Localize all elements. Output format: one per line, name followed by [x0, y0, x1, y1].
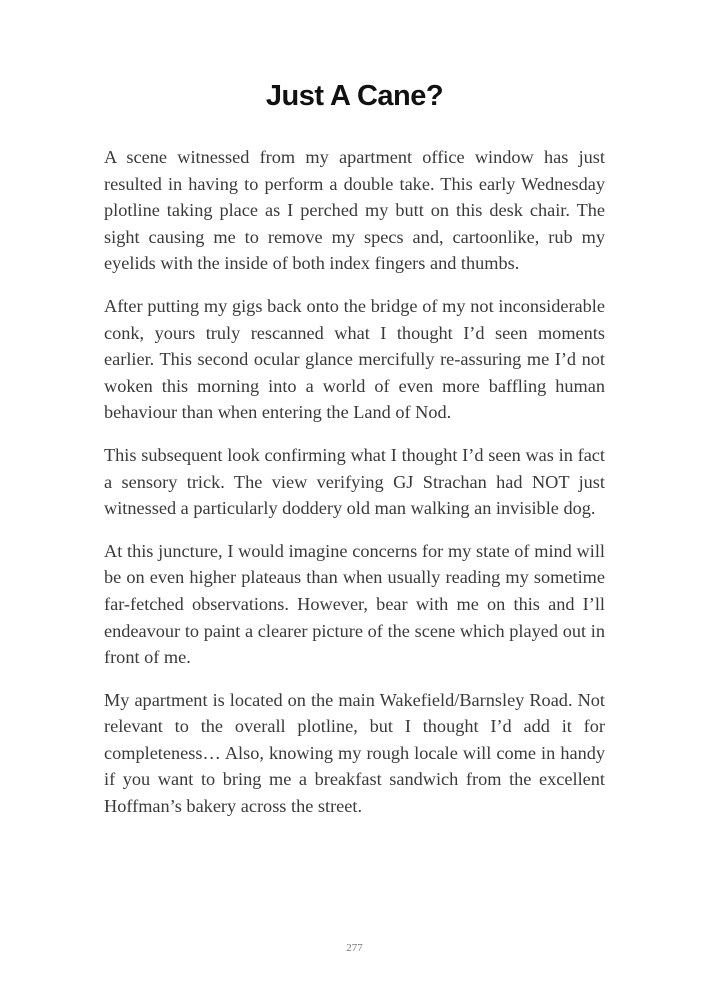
paragraph: At this juncture, I would imagine concerns for my state of mind will be on even higher plateaus than when usually reading my sometime far-fetched observations. However, bear with me on this and I’ll endeavour to paint a clearer picture of the scene which played out in front of me.: [104, 540, 605, 668]
paragraph: A scene witnessed from my apartment office window has just resulted in having to perform a double take. This early Wednesday plotline taking place as I perched my butt on this desk chair. The sight causing me to remove my specs and, cartoonlike, rub my eyelids with the inside of both index fingers and thumbs.: [104, 147, 605, 274]
paragraph: After putting my gigs back onto the bridge of my not inconsiderable conk, yours truly rescanned what I thought I’d seen moments earlier. This second ocular glance mercifully re-assuring me I’d not woken this morning into a world of even more baffling human behaviour than when entering the Land of Nod.: [104, 295, 605, 423]
page-number: 277: [346, 942, 363, 954]
paragraph: My apartment is located on the main Wakefield/Barnsley Road. Not relevant to the overall plotline, but I thought I’d add it for completeness… Also, knowing my rough locale will come in handy if you want to bring me a breakfast sandwich from the excellent Hoffman’s bakery across the street.: [104, 689, 605, 817]
chapter-title: Just A Cane?: [265, 80, 444, 112]
paragraph: This subsequent look confirming what I thought I’d seen was in fact a sensory trick. The view verifying GJ Strachan had NOT just witnessed a particularly doddery old man walking an invisible dog.: [104, 444, 605, 519]
chapter-body: [104, 144, 605, 836]
